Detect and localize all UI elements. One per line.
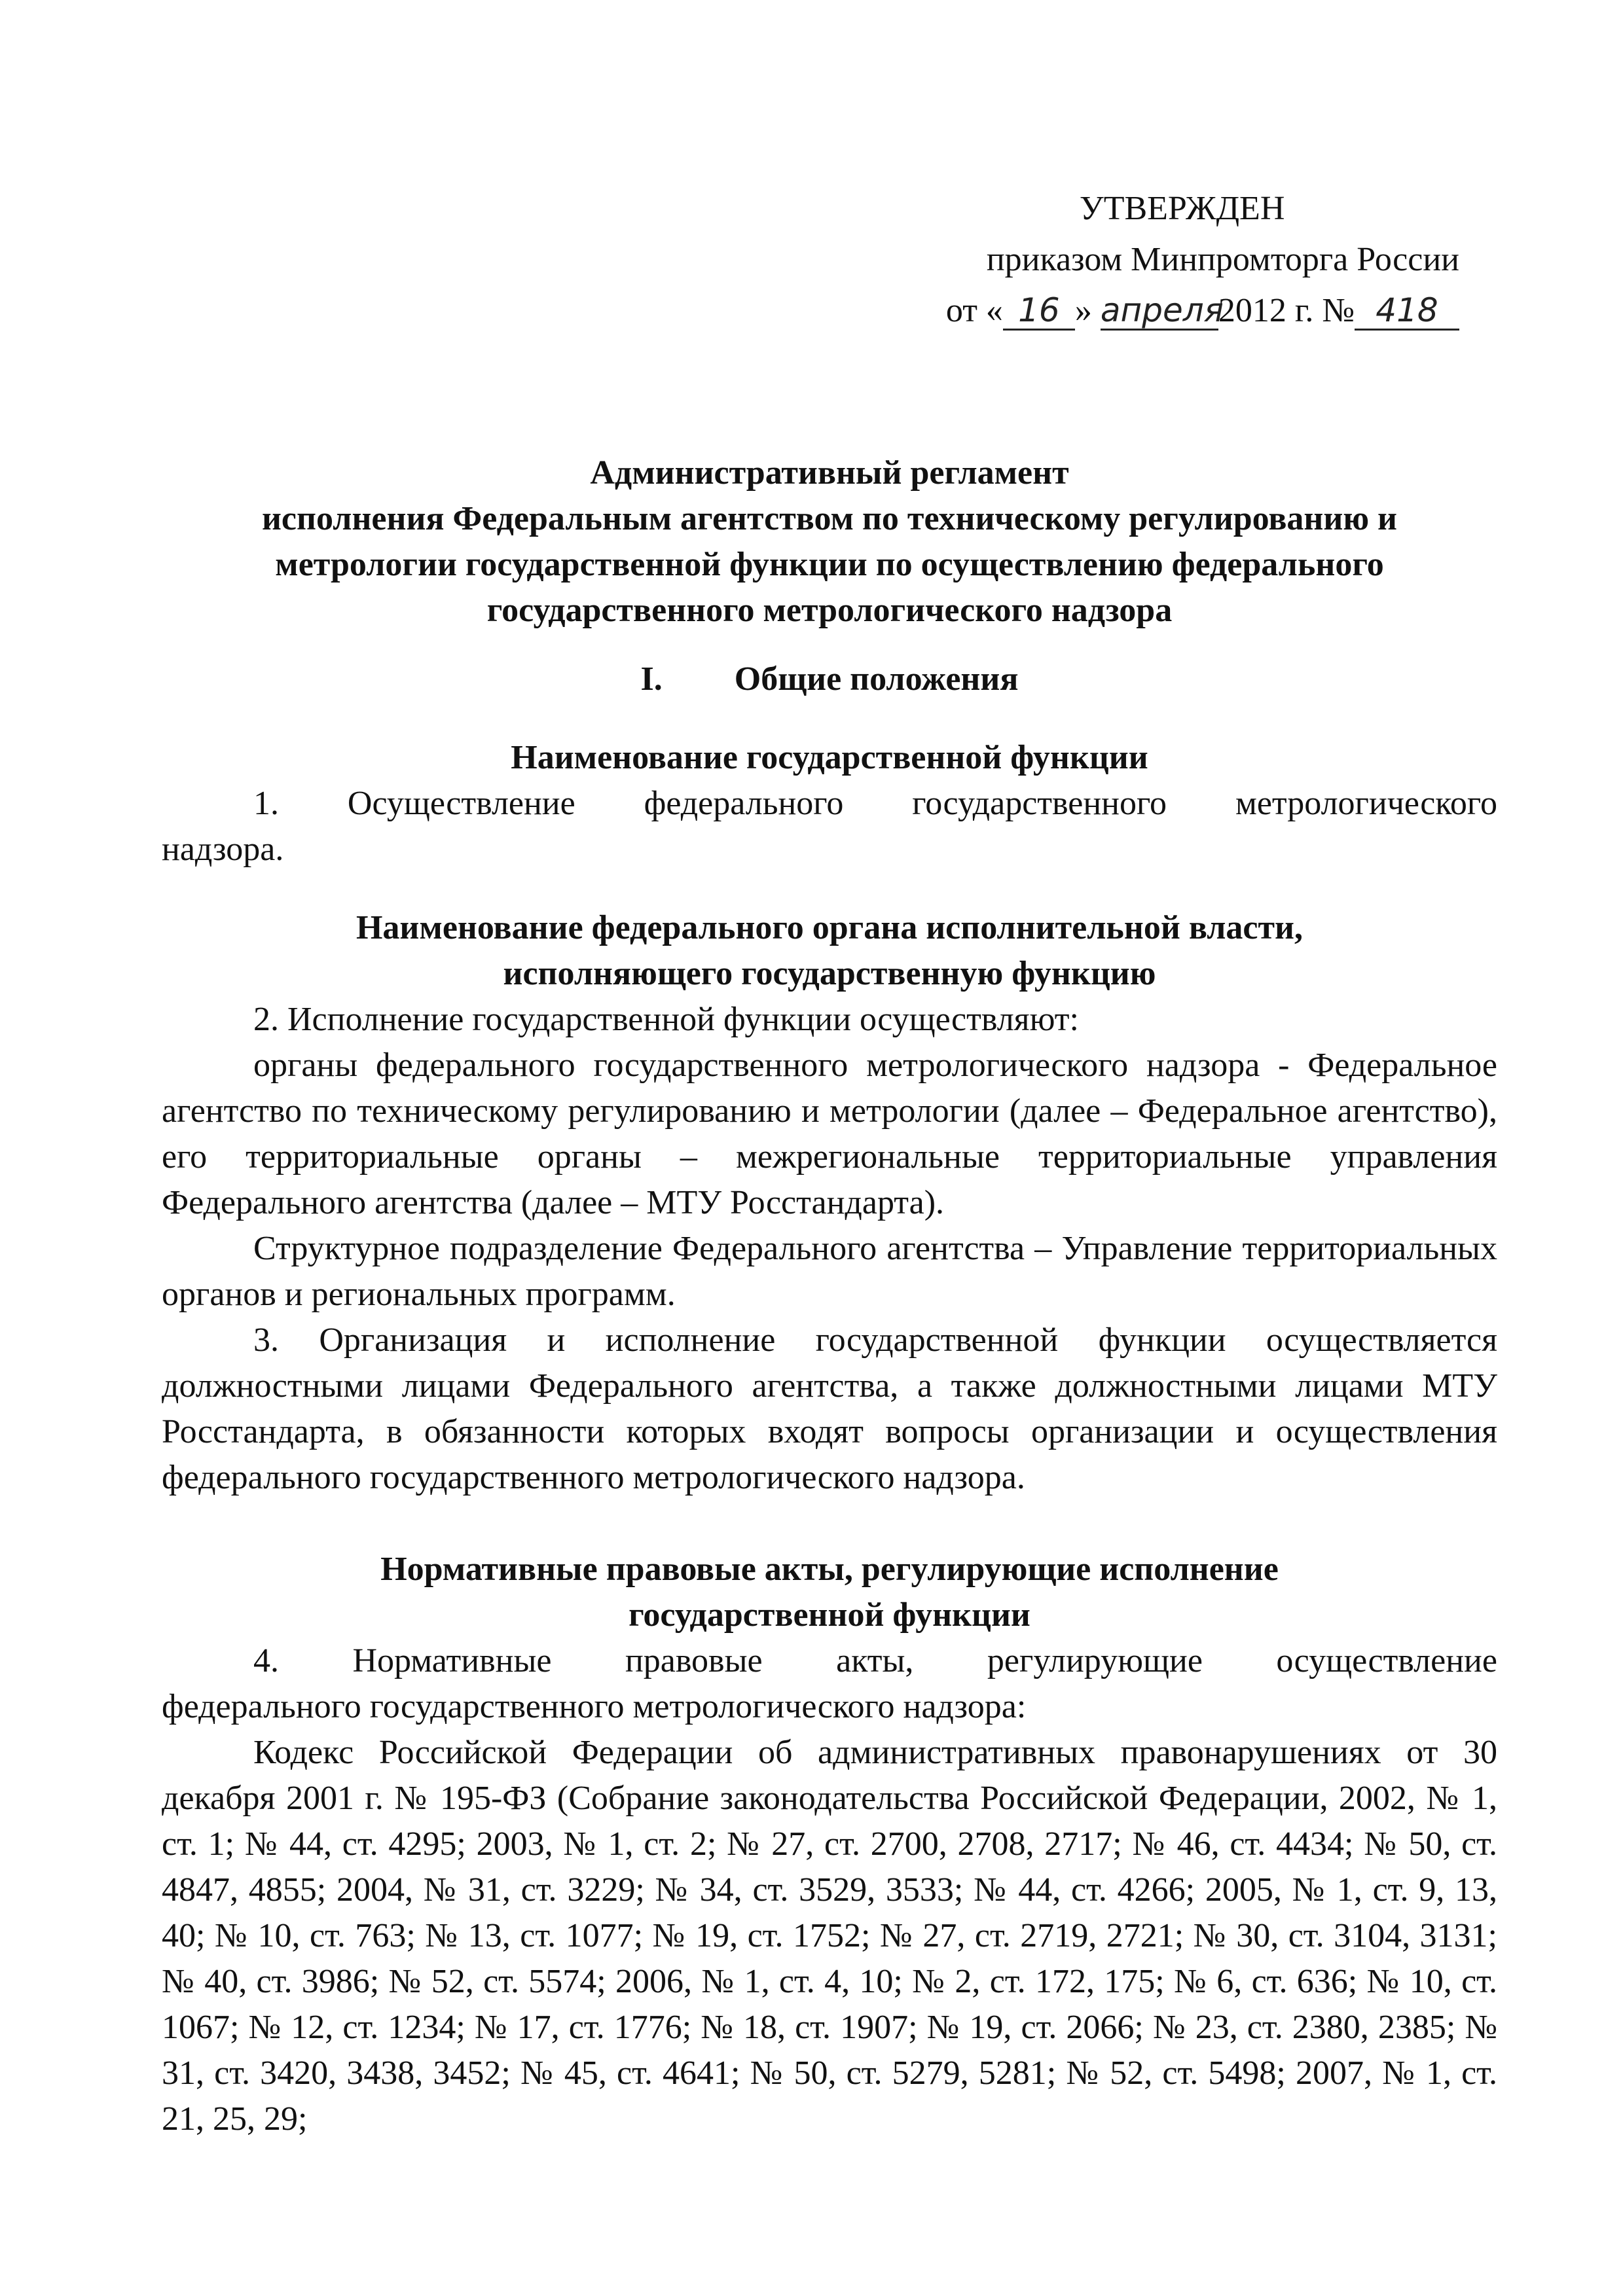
item-1-first-line xyxy=(162,781,1497,827)
item-2-paragraph: органы федерального государственного метрологического надзора - Федеральное агентство по техническому регулированию и метрологии (далее – Федеральное агентство), его территориальные органы – межрегиональные территориальные управления Федерального агентства (далее – МТУ Росстандарта). xyxy=(162,1047,1497,1221)
item-3-paragraph: 3. Организация и исполнение государственной функции осуществляется должностными лицами Федерального агентства, а также должностными лицами МТУ Росстандарта, в обязанности которых входят вопросы организации и осуществления федерального государственного метрологического надзора. xyxy=(162,1321,1497,1496)
item-4-tail: федерального государственного метрологического надзора: xyxy=(162,1688,1027,1725)
word: правовые xyxy=(625,1642,763,1679)
koap-reference-paragraph: Кодекс Российской Федерации об административных правонарушениях от 30 декабря 2001 г. № 195-ФЗ (Собрание законодательства Российской Федерации, 2002, № 1, ст. 1; № 44, ст. 4295; 2003, № 1, ст. 2; № 27, ст. 2700, 2708, 2717; № 46, ст. 4434; № 50, ст. 4847, 4855; 2004, № 31, ст. 3229; № 34, ст. 3529, 3533; № 44, ст. 4266; 2005, № 1, ст. 9, 13, 40; № 10, ст. 763; № 13, ст. 1077; № 19, ст. 1752; № 27, ст. 2719, 2721; № 30, ст. 3104, 3131; № 40, ст. 3986; № 52, ст. 5574; 2006, № 1, ст. 4, 10; № 2, ст. 172, 175; № 6, ст. 636; № 10, ст. 1067; № 12, ст. 1234; № 17, ст. 1776; № 18, ст. 1907; № 19, ст. 2066; № 23, ст. 2380, 2385; № 31, ст. 3420, 3438, 3452; № 45, ст. 4641; № 50, ст. 5279, 5281; № 52, ст. 5498; 2007, № 1, ст. 21, 25, 29; xyxy=(162,1734,1497,2138)
date-prefix: от « xyxy=(945,292,1003,329)
subheading-authority-line: исполняющего государственную функцию xyxy=(503,955,1156,992)
approval-date-line xyxy=(946,285,1459,336)
word: Нормативные xyxy=(352,1642,552,1679)
word: 4. xyxy=(253,1642,279,1679)
word: акты, xyxy=(836,1642,914,1679)
section-title: Общие положения xyxy=(734,660,1019,698)
section-number: I. xyxy=(640,660,663,698)
document-title-line: Административный регламент xyxy=(590,454,1069,492)
item-1-tail: надзора. xyxy=(162,831,284,868)
item-4-first-line xyxy=(162,1638,1497,1684)
approval-order-line: приказом Минпромторга России xyxy=(986,241,1459,278)
document-title-line: исполнения Федеральным агентством по техническому регулированию и xyxy=(261,500,1398,537)
word: Осуществление xyxy=(347,785,575,822)
word: федерального xyxy=(644,785,844,822)
subheading-function-name: Наименование государственной функции xyxy=(511,739,1148,776)
document-title-line: метрологии государственной функции по осуществлению федерального xyxy=(275,546,1384,583)
quote-close: » xyxy=(1074,292,1092,329)
subheading-authority-line: Наименование федерального органа исполнительной власти, xyxy=(356,909,1304,946)
subheading-legal-acts-line: государственной функции xyxy=(629,1596,1030,1634)
word: государственного xyxy=(912,785,1167,822)
subheading-legal-acts-line: Нормативные правовые акты, регулирующие исполнение xyxy=(380,1551,1279,1588)
word: осуществление xyxy=(1276,1642,1497,1679)
word: 1. xyxy=(253,785,279,822)
word: метрологического xyxy=(1235,785,1497,822)
handwritten-day: 16 xyxy=(1003,292,1075,331)
document-title-line: государственного метрологического надзора xyxy=(486,592,1173,629)
word: регулирующие xyxy=(987,1642,1203,1679)
item-2-paragraph: Структурное подразделение Федерального агентства – Управление территориальных органов и региональных программ. xyxy=(162,1230,1497,1313)
document-body xyxy=(162,450,1497,2142)
handwritten-month: апреля xyxy=(1100,291,1224,329)
date-year: 2012 г. № xyxy=(1218,292,1355,329)
handwritten-order-number: 418 xyxy=(1355,292,1459,331)
approval-stamp xyxy=(946,183,1459,336)
approval-title: УТВЕРЖДЕН xyxy=(1079,190,1285,227)
item-2-intro: 2. Исполнение государственной функции осуществляют: xyxy=(253,1001,1079,1038)
section-heading xyxy=(162,656,1497,702)
